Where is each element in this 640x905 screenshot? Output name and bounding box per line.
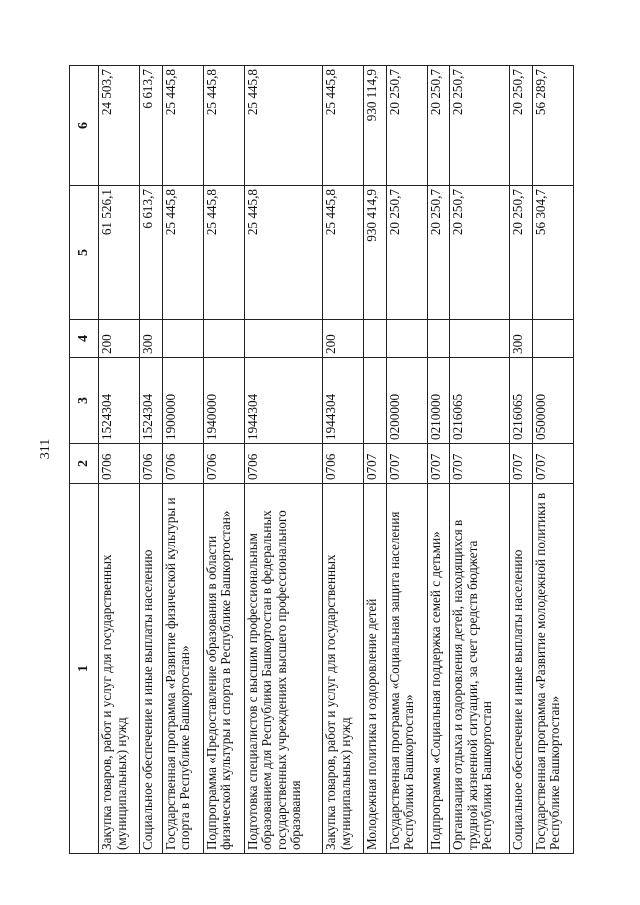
row-section: 0707 xyxy=(532,444,573,484)
table-header-row xyxy=(70,66,99,854)
budget-table xyxy=(69,65,574,854)
row-amount-col5: 930 414,9 xyxy=(364,186,386,320)
row-amount-col6: 20 250,7 xyxy=(386,66,427,186)
row-section: 0707 xyxy=(450,444,510,484)
row-amount-col5: 61 526,1 xyxy=(99,186,140,320)
row-amount-col5: 20 250,7 xyxy=(510,186,532,320)
table-row xyxy=(244,66,322,854)
table-row xyxy=(450,66,510,854)
row-name: Подготовка специалистов с высшим профессиональным образованием для Республики Башкортостан в федеральных государственных учреждениях высшего профессионального образования xyxy=(244,484,322,854)
row-expense-type xyxy=(364,320,386,358)
row-name: Закупка товаров, работ и услуг для государственных (муниципальных) нужд xyxy=(323,484,364,854)
header-col-6: 6 xyxy=(70,66,99,186)
header-col-3: 3 xyxy=(70,358,99,444)
row-amount-col5: 25 445,8 xyxy=(323,186,364,320)
row-name: Социальное обеспечение и иные выплаты населению xyxy=(510,484,532,854)
row-name: Государственная программа «Развитие молодежной политики в Республике Башкортостан» xyxy=(532,484,573,854)
row-section: 0706 xyxy=(323,444,364,484)
row-amount-col6: 20 250,7 xyxy=(428,66,450,186)
row-expense-type xyxy=(244,320,322,358)
budget-table-container xyxy=(69,66,574,854)
row-amount-col6: 25 445,8 xyxy=(203,66,244,186)
table-row xyxy=(428,66,450,854)
header-col-1: 1 xyxy=(70,484,99,854)
row-amount-col6: 25 445,8 xyxy=(323,66,364,186)
header-col-4: 4 xyxy=(70,320,99,358)
row-name: Организация отдыха и оздоровления детей, находящихся в трудной жизненной ситуации, за счет средств бюджета Республики Башкортостан xyxy=(450,484,510,854)
row-expense-type: 300 xyxy=(140,320,162,358)
row-expense-type xyxy=(450,320,510,358)
row-target-article: 0216065 xyxy=(450,358,510,444)
row-target-article: 1940000 xyxy=(203,358,244,444)
row-name: Подпрограмма «Социальная поддержка семей с детьми» xyxy=(428,484,450,854)
table-row xyxy=(364,66,386,854)
row-target-article: 0200000 xyxy=(386,358,427,444)
table-row xyxy=(323,66,364,854)
row-section: 0707 xyxy=(428,444,450,484)
row-expense-type xyxy=(162,320,203,358)
row-name: Закупка товаров, работ и услуг для государственных (муниципальных) нужд xyxy=(99,484,140,854)
row-name: Социальное обеспечение и иные выплаты населению xyxy=(140,484,162,854)
row-target-article: 1944304 xyxy=(244,358,322,444)
row-expense-type: 200 xyxy=(99,320,140,358)
header-col-2: 2 xyxy=(70,444,99,484)
row-amount-col6: 25 445,8 xyxy=(244,66,322,186)
row-amount-col6: 25 445,8 xyxy=(162,66,203,186)
row-amount-col6: 56 289,7 xyxy=(532,66,573,186)
table-row xyxy=(140,66,162,854)
row-section: 0706 xyxy=(162,444,203,484)
row-target-article: 0210000 xyxy=(428,358,450,444)
row-section: 0706 xyxy=(244,444,322,484)
row-amount-col5: 20 250,7 xyxy=(428,186,450,320)
row-amount-col5: 25 445,8 xyxy=(162,186,203,320)
row-target-article: 1524304 xyxy=(140,358,162,444)
row-target-article: 0216065 xyxy=(510,358,532,444)
row-name: Молодежная политика и оздоровление детей xyxy=(364,484,386,854)
table-row xyxy=(203,66,244,854)
row-amount-col6: 6 613,7 xyxy=(140,66,162,186)
row-amount-col6: 24 503,7 xyxy=(99,66,140,186)
row-target-article: 1944304 xyxy=(323,358,364,444)
row-section: 0706 xyxy=(140,444,162,484)
row-amount-col5: 20 250,7 xyxy=(450,186,510,320)
row-section: 0707 xyxy=(364,444,386,484)
row-section: 0706 xyxy=(203,444,244,484)
row-expense-type: 300 xyxy=(510,320,532,358)
row-target-article: 1524304 xyxy=(99,358,140,444)
table-row xyxy=(162,66,203,854)
table-row xyxy=(99,66,140,854)
row-target-article: 1900000 xyxy=(162,358,203,444)
row-section: 0707 xyxy=(386,444,427,484)
row-section: 0707 xyxy=(510,444,532,484)
row-expense-type: 200 xyxy=(323,320,364,358)
row-amount-col6: 20 250,7 xyxy=(450,66,510,186)
row-amount-col5: 25 445,8 xyxy=(203,186,244,320)
row-expense-type xyxy=(532,320,573,358)
row-amount-col5: 56 304,7 xyxy=(532,186,573,320)
row-amount-col5: 6 613,7 xyxy=(140,186,162,320)
rotated-table-frame xyxy=(69,66,574,854)
row-section: 0706 xyxy=(99,444,140,484)
table-row xyxy=(386,66,427,854)
header-col-5: 5 xyxy=(70,186,99,320)
page-number: 311 xyxy=(38,438,53,460)
row-name: Подпрограмма «Предоставление образования в области физической культуры и спорта в Республике Башкортостан» xyxy=(203,484,244,854)
row-amount-col6: 930 114,9 xyxy=(364,66,386,186)
row-expense-type xyxy=(203,320,244,358)
row-target-article: 0500000 xyxy=(532,358,573,444)
row-target-article xyxy=(364,358,386,444)
row-expense-type xyxy=(428,320,450,358)
table-row xyxy=(510,66,532,854)
row-expense-type xyxy=(386,320,427,358)
row-name: Государственная программа «Социальная защита населения Республики Башкортостан» xyxy=(386,484,427,854)
row-name: Государственная программа «Развитие физической культуры и спорта в Республике Башкортостан» xyxy=(162,484,203,854)
row-amount-col5: 25 445,8 xyxy=(244,186,322,320)
table-row xyxy=(532,66,573,854)
row-amount-col5: 20 250,7 xyxy=(386,186,427,320)
row-amount-col6: 20 250,7 xyxy=(510,66,532,186)
